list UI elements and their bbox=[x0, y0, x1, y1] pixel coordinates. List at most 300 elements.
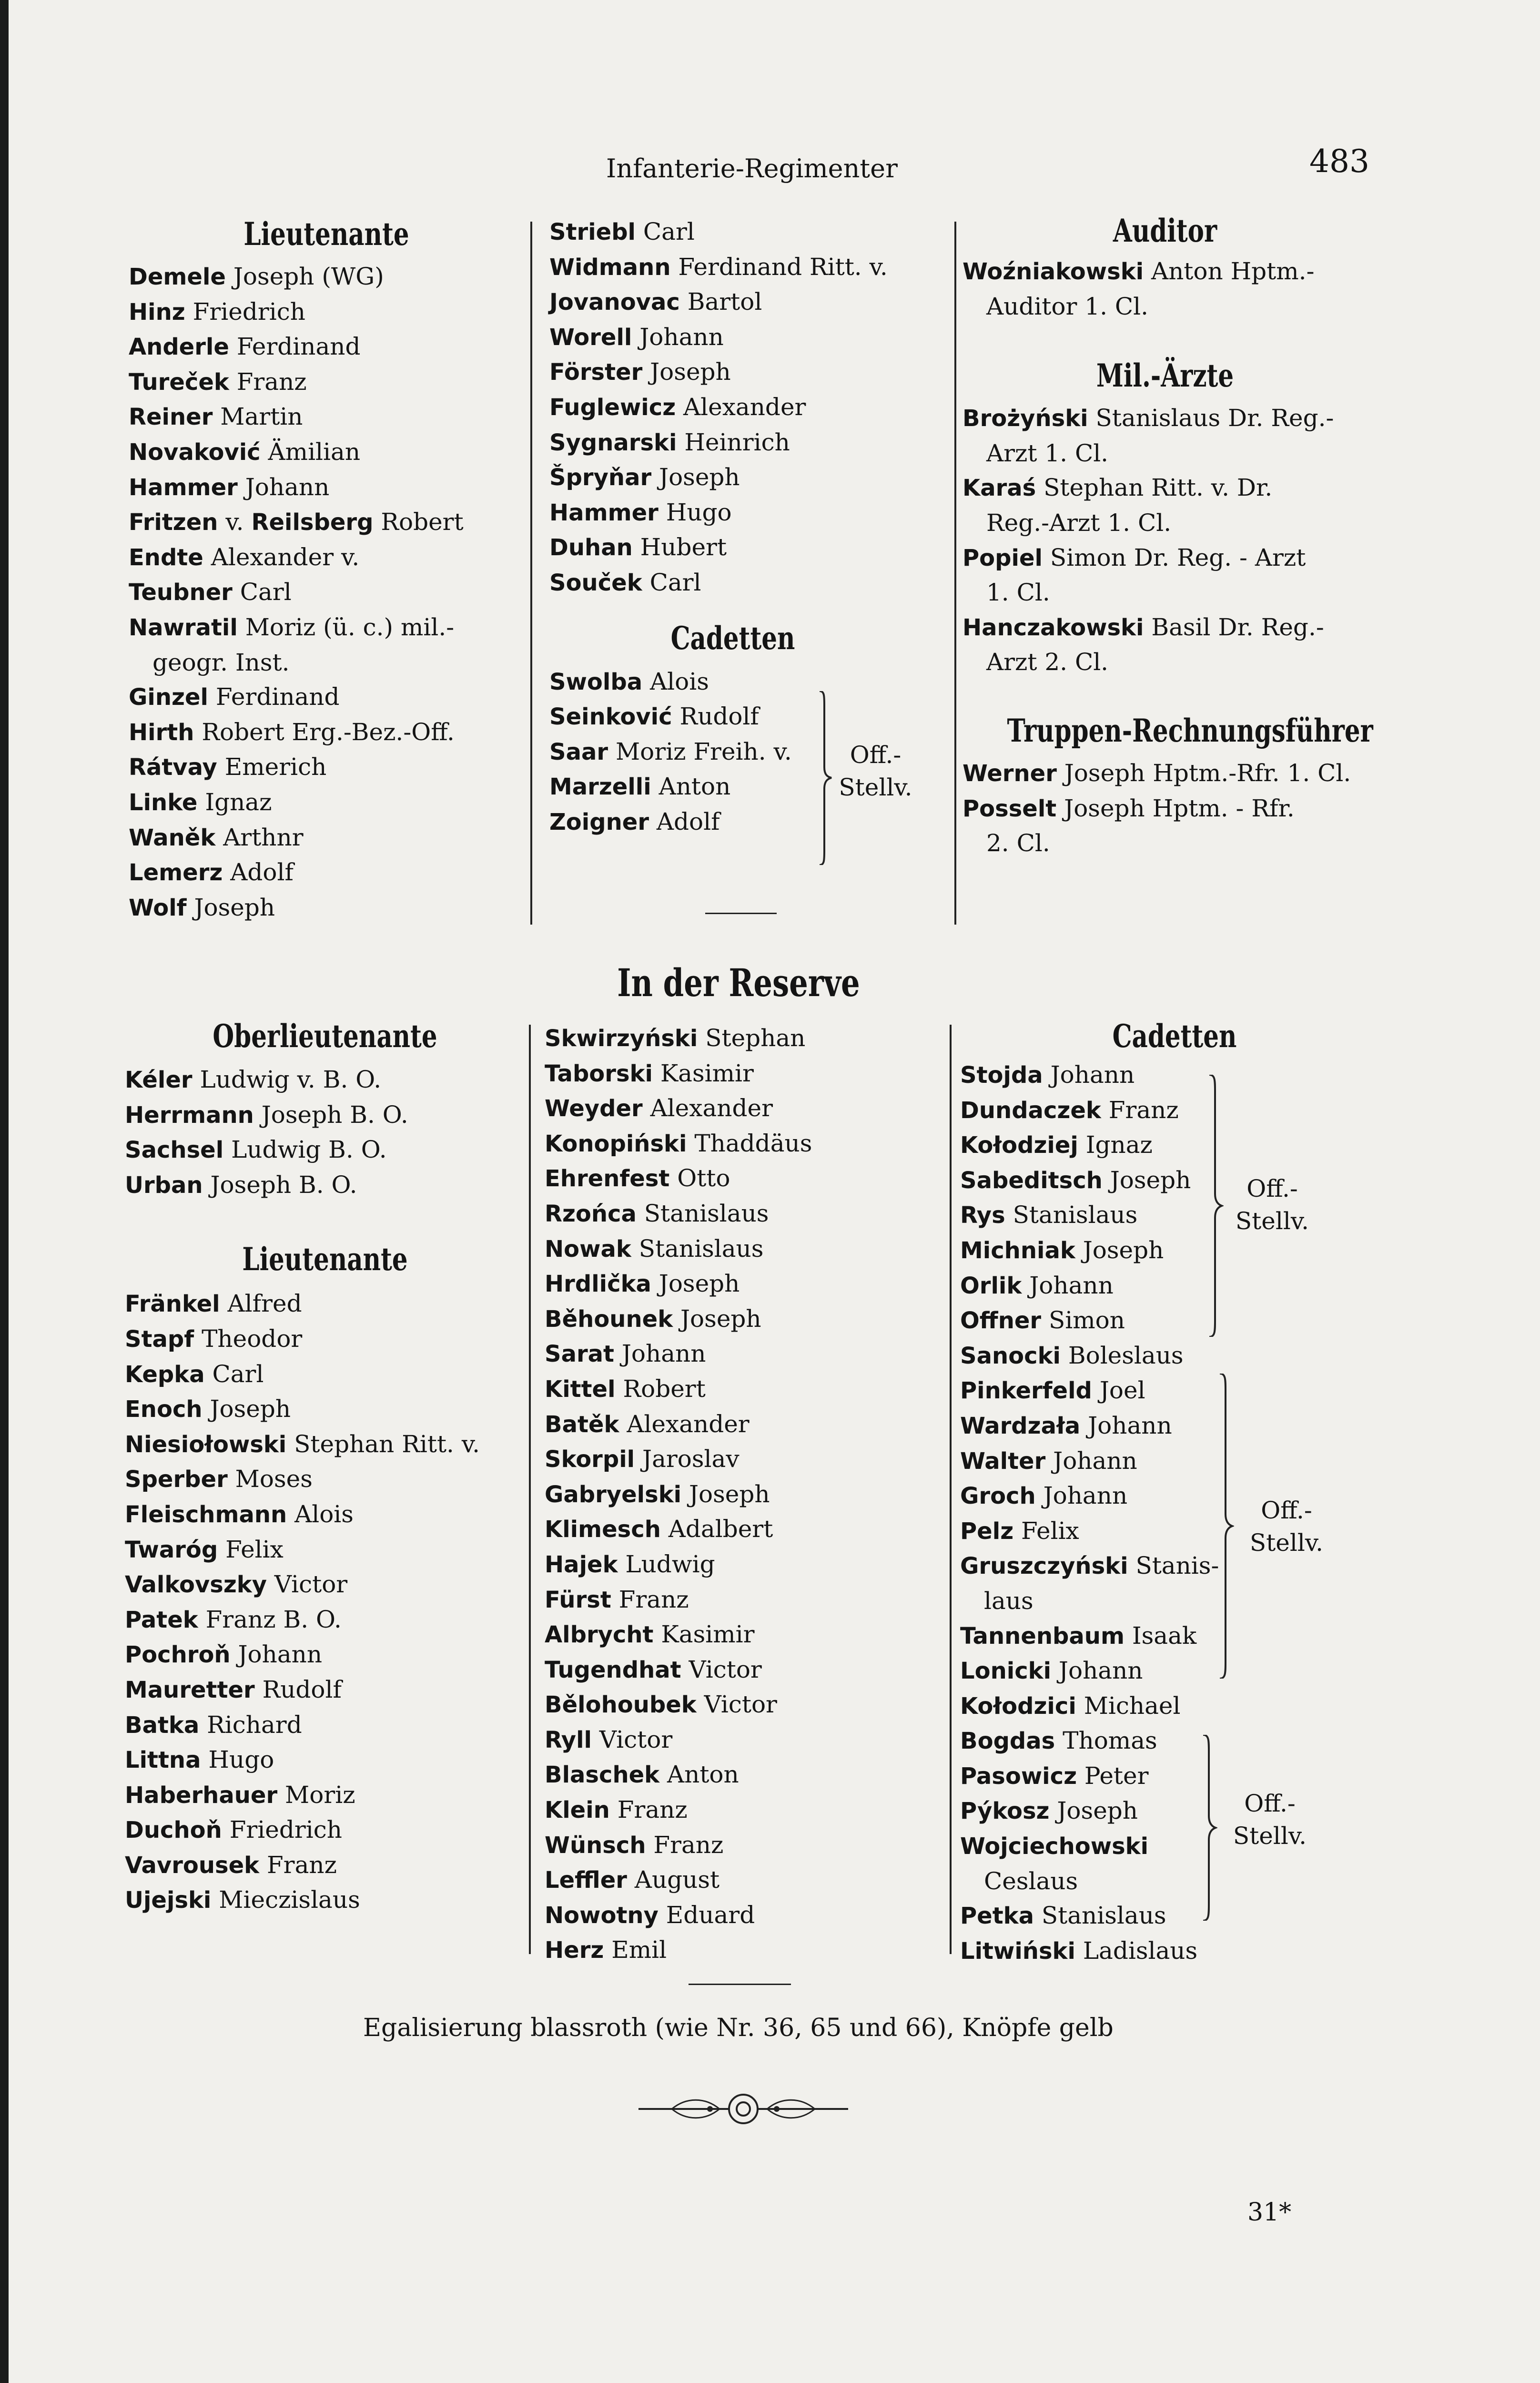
entry-surname: Nowak bbox=[545, 1235, 631, 1263]
entry-detail: August bbox=[634, 1866, 720, 1894]
entry-continuation: Arzt 2. Cl. bbox=[986, 648, 1109, 676]
list-item bbox=[125, 1322, 525, 1357]
entry-surname: Stapf bbox=[125, 1325, 194, 1353]
list-item bbox=[129, 365, 524, 400]
list-item bbox=[129, 820, 524, 855]
entry-surname: Duhan bbox=[549, 534, 633, 561]
section-title-auditor: Auditor bbox=[1113, 212, 1217, 249]
entry-surname: Duchoň bbox=[125, 1817, 222, 1844]
list-item bbox=[545, 1336, 940, 1372]
list-item bbox=[962, 401, 1368, 436]
column-rule bbox=[530, 222, 532, 925]
entry-detail: Joseph bbox=[210, 1395, 291, 1423]
list-item bbox=[549, 565, 916, 601]
entry-detail: Richard bbox=[207, 1711, 302, 1739]
entry-detail: Ferdinand Ritt. v. bbox=[678, 253, 888, 281]
list-item bbox=[125, 1357, 525, 1392]
entry-surname: Sachsel bbox=[125, 1137, 224, 1164]
list-item bbox=[962, 254, 1368, 289]
list-item bbox=[129, 715, 524, 750]
list-item bbox=[549, 699, 916, 734]
entry-detail: Rudolf bbox=[679, 703, 759, 731]
list-item bbox=[125, 1462, 525, 1497]
list-item bbox=[125, 1098, 525, 1133]
entry-detail: Carl bbox=[649, 568, 701, 596]
entry-detail: Victor bbox=[704, 1691, 777, 1719]
entry-surname: Twaróg bbox=[125, 1536, 218, 1563]
entry-surname: Popiel bbox=[962, 544, 1043, 571]
entry-surname: Ginzel bbox=[129, 684, 208, 711]
entry-surname: Hanczakowski bbox=[962, 614, 1144, 641]
footer-note: Egalisierung blassroth (wie Nr. 36, 65 und 66), Knöpfe gelb bbox=[363, 2014, 1114, 2042]
entry-surname: Marzelli bbox=[549, 774, 651, 801]
entry-detail: Johann bbox=[1058, 1657, 1143, 1685]
entry-surname: Souček bbox=[549, 569, 642, 596]
entry-surname: Haberhauer bbox=[125, 1782, 278, 1809]
entry-detail: Johann bbox=[1043, 1482, 1128, 1510]
list-item bbox=[125, 1168, 525, 1203]
entry-surname-2: Reilsberg bbox=[251, 509, 374, 536]
list-item bbox=[545, 1828, 940, 1863]
entry-detail: Franz bbox=[1108, 1096, 1179, 1124]
entry-surname: Skorpil bbox=[545, 1446, 635, 1473]
entry-surname: Jovanovac bbox=[549, 289, 680, 316]
entry-surname: Demele bbox=[129, 264, 226, 290]
entry-detail: Friedrich bbox=[229, 1816, 342, 1844]
list-item bbox=[545, 1687, 940, 1722]
entry-surname: Förster bbox=[549, 359, 643, 386]
entry-surname: Karaś bbox=[962, 475, 1036, 502]
list-item bbox=[125, 1813, 525, 1848]
list-item bbox=[960, 1268, 1389, 1304]
list-item bbox=[962, 791, 1368, 826]
list-item bbox=[960, 1233, 1389, 1268]
entry-surname: Pýkosz bbox=[960, 1798, 1050, 1825]
entry-surname: Wolf bbox=[129, 894, 187, 921]
lower-right-column bbox=[960, 1018, 1389, 1968]
entry-detail: Johann bbox=[238, 1640, 323, 1669]
list-item bbox=[545, 1652, 940, 1688]
list-item bbox=[545, 1757, 940, 1792]
list-item bbox=[960, 1829, 1389, 1864]
entry-detail: Basil Dr. Reg.- bbox=[1151, 613, 1324, 641]
list-item bbox=[129, 785, 524, 820]
entry-surname: Gabryelski bbox=[545, 1481, 682, 1508]
entry-surname: Hammer bbox=[549, 499, 659, 526]
list-item bbox=[125, 1062, 525, 1098]
entry-detail: Anton bbox=[659, 773, 731, 801]
entry-detail: Alexander bbox=[627, 1410, 750, 1438]
entry-detail: Hubert bbox=[640, 533, 727, 561]
entry-surname: Bělohoubek bbox=[545, 1691, 697, 1719]
section-title-cadetten-reserve: Cadetten bbox=[1112, 1018, 1237, 1055]
list-item bbox=[125, 1672, 525, 1708]
entry-detail: Kasimir bbox=[660, 1059, 754, 1087]
entry-surname: Patek bbox=[125, 1606, 198, 1633]
list-item bbox=[549, 664, 916, 700]
upper-right-column bbox=[962, 212, 1373, 861]
column-rule bbox=[529, 1025, 531, 1954]
entry-detail: Ludwig v. B. O. bbox=[200, 1066, 382, 1093]
entry-continuation: 1. Cl. bbox=[986, 579, 1050, 607]
entry-surname: Michniak bbox=[960, 1237, 1075, 1264]
brace-cadetten bbox=[810, 691, 834, 865]
list-item bbox=[549, 214, 916, 250]
entry-surname: Sygnarski bbox=[549, 429, 677, 456]
list-item bbox=[549, 425, 916, 460]
list-item bbox=[549, 460, 916, 495]
entry-surname: Sperber bbox=[125, 1466, 228, 1493]
entry-continuation: geogr. Inst. bbox=[152, 648, 290, 676]
list-item bbox=[545, 1898, 940, 1933]
entry-surname: Nowotny bbox=[545, 1902, 659, 1929]
entry-surname: Konopiński bbox=[545, 1130, 687, 1157]
entry-surname: Posselt bbox=[962, 795, 1057, 822]
entry-surname: Stojda bbox=[960, 1062, 1043, 1089]
brace-label-reserve-1: Off.- Stellv. bbox=[1235, 1175, 1309, 1235]
entry-surname: Sanocki bbox=[960, 1342, 1061, 1369]
list-item bbox=[549, 285, 916, 320]
list-item bbox=[125, 1132, 525, 1168]
entry-detail: Hugo bbox=[208, 1746, 274, 1774]
entry-detail: Moriz Freih. v. bbox=[615, 737, 792, 765]
list-item bbox=[125, 1883, 525, 1918]
entry-detail: Anton Hptm.- bbox=[1151, 257, 1315, 285]
section-title-lieutenante-reserve: Lieutenante bbox=[242, 1241, 408, 1278]
entry-surname: Mauretter bbox=[125, 1676, 255, 1703]
entry-surname: Endte bbox=[129, 544, 203, 571]
list-item bbox=[960, 1898, 1389, 1934]
list-item bbox=[545, 1056, 940, 1091]
entry-detail: Jaroslav bbox=[642, 1445, 740, 1473]
list-item bbox=[129, 259, 524, 295]
rechnungsfuehrer-list bbox=[962, 756, 1368, 861]
list-item bbox=[125, 1637, 525, 1672]
entry-detail: Carl bbox=[240, 578, 292, 606]
entry-surname: Kołodzici bbox=[960, 1692, 1076, 1720]
entry-detail: Anton bbox=[667, 1761, 739, 1789]
entry-surname: Herz bbox=[545, 1937, 604, 1964]
entry-surname: Urban bbox=[125, 1171, 203, 1199]
running-header: Infanterie-Regimenter bbox=[606, 153, 898, 183]
entry-surname: Kéler bbox=[125, 1067, 192, 1093]
entry-surname: Reiner bbox=[129, 404, 213, 431]
entry-surname: Groch bbox=[960, 1483, 1036, 1510]
entry-surname: Kołodziej bbox=[960, 1132, 1078, 1159]
brace-label-reserve-2: Off.- Stellv. bbox=[1249, 1497, 1324, 1557]
entry-surname: Sarat bbox=[545, 1341, 614, 1368]
list-item bbox=[545, 1091, 940, 1126]
entry-detail: Otto bbox=[677, 1164, 730, 1192]
aerzte-list bbox=[962, 401, 1368, 680]
entry-detail: Ludwig bbox=[625, 1550, 715, 1578]
entry-detail: Joseph (WG) bbox=[233, 263, 384, 290]
oberlieutenante-list bbox=[125, 1062, 525, 1202]
entry-surname: Špryňar bbox=[549, 464, 652, 491]
entry-continuation: Arzt 1. Cl. bbox=[986, 439, 1109, 467]
entry-surname: Taborski bbox=[545, 1060, 653, 1087]
lower-middle-column bbox=[545, 1021, 940, 1968]
list-item bbox=[545, 1302, 940, 1337]
list-item bbox=[960, 1303, 1389, 1338]
list-item bbox=[129, 505, 524, 540]
entry-detail: Joseph Hptm. - Rfr. bbox=[1064, 794, 1295, 822]
entry-surname: Petka bbox=[960, 1903, 1034, 1930]
list-item bbox=[549, 320, 916, 355]
entry-detail: Felix bbox=[225, 1535, 284, 1563]
entry-surname: Striebl bbox=[549, 219, 636, 245]
auditor-list bbox=[962, 254, 1368, 324]
entry-surname: Widmann bbox=[549, 254, 671, 281]
list-item bbox=[129, 540, 524, 575]
entry-detail: Stanislaus bbox=[1013, 1201, 1138, 1229]
list-item bbox=[962, 540, 1368, 576]
list-item bbox=[545, 1161, 940, 1196]
list-item bbox=[545, 1266, 940, 1302]
list-item bbox=[545, 1126, 940, 1161]
entry-detail: Eduard bbox=[666, 1901, 755, 1929]
entry-detail: Moses bbox=[235, 1465, 313, 1493]
list-item bbox=[549, 495, 916, 530]
entry-detail: Carl bbox=[212, 1360, 264, 1388]
entry-detail: Franz bbox=[236, 367, 307, 396]
entry-detail: Joseph B. O. bbox=[261, 1100, 408, 1129]
list-item bbox=[545, 1863, 940, 1898]
entry-detail: Stephan Ritt. v. Dr. bbox=[1044, 474, 1273, 502]
entry-detail: Emil bbox=[611, 1936, 667, 1964]
entry-detail: Johann bbox=[245, 473, 330, 501]
entry-detail: Moriz (ü. c.) mil.- bbox=[245, 613, 455, 641]
list-item bbox=[129, 610, 524, 645]
list-item bbox=[960, 1793, 1389, 1829]
entry-detail: Ignaz bbox=[1085, 1131, 1153, 1159]
entry-surname: Litwiński bbox=[960, 1937, 1075, 1965]
entry-detail: Joseph bbox=[680, 1304, 761, 1333]
entry-surname: Novaković bbox=[129, 438, 261, 466]
list-item bbox=[960, 1093, 1389, 1128]
list-item bbox=[960, 1759, 1389, 1794]
entry-detail: Adalbert bbox=[668, 1515, 773, 1543]
entry-continuation: 2. Cl. bbox=[986, 829, 1050, 857]
entry-surname: Niesiołowski bbox=[125, 1431, 287, 1458]
entry-surname: Ryll bbox=[545, 1726, 592, 1753]
entry-surname: Worell bbox=[549, 324, 632, 351]
section-title-lieutenante: Lieutenante bbox=[243, 215, 409, 253]
list-item bbox=[545, 1512, 940, 1547]
list-item bbox=[129, 399, 524, 435]
entry-surname: Woźniakowski bbox=[962, 258, 1144, 285]
entry-surname: Pelz bbox=[960, 1517, 1014, 1545]
list-item bbox=[129, 890, 524, 926]
entry-detail: Alexander bbox=[650, 1094, 773, 1122]
entry-detail: Adolf bbox=[656, 807, 720, 835]
section-title-mil-aerzte: Mil.-Ärzte bbox=[1096, 357, 1234, 395]
entry-continuation: laus bbox=[984, 1587, 1033, 1615]
entry-surname: Pinkerfeld bbox=[960, 1377, 1092, 1405]
entry-detail: Johann bbox=[1050, 1061, 1135, 1089]
entry-surname: Rátvay bbox=[129, 754, 217, 781]
entry-detail: Heinrich bbox=[684, 428, 790, 456]
entry-surname: Hinz bbox=[129, 298, 185, 326]
entry-detail: Joseph Hptm.-Rfr. 1. Cl. bbox=[1064, 759, 1351, 787]
entry-surname: Werner bbox=[962, 760, 1057, 787]
entry-surname: Littna bbox=[125, 1747, 201, 1774]
list-item bbox=[125, 1742, 525, 1778]
entry-continuation: Auditor 1. Cl. bbox=[986, 292, 1149, 320]
entry-surname: Swolba bbox=[549, 668, 643, 695]
list-item bbox=[960, 1058, 1389, 1093]
list-item bbox=[960, 1653, 1389, 1689]
entry-surname: Dundaczek bbox=[960, 1097, 1101, 1124]
entry-detail: Victor bbox=[599, 1725, 673, 1753]
entry-surname: Pasowicz bbox=[960, 1762, 1077, 1790]
entry-surname: Saar bbox=[549, 738, 608, 765]
entry-detail: Joseph bbox=[1083, 1236, 1164, 1264]
entry-detail: Arthnr bbox=[223, 823, 304, 851]
entry-detail: Robert Erg.-Bez.-Off. bbox=[202, 718, 455, 746]
entry-surname: Tannenbaum bbox=[960, 1622, 1125, 1650]
entry-continuation: Ceslaus bbox=[984, 1867, 1078, 1895]
entry-detail: Moriz bbox=[285, 1781, 355, 1809]
entry-surname: Nawratil bbox=[129, 614, 238, 641]
list-item bbox=[960, 1338, 1389, 1374]
entry-surname: Weyder bbox=[545, 1095, 643, 1122]
entry-surname: Orlik bbox=[960, 1272, 1022, 1299]
list-item bbox=[125, 1427, 525, 1462]
entry-detail: Isaak bbox=[1132, 1621, 1197, 1650]
entry-detail: Carl bbox=[643, 218, 695, 245]
entry-surname: Sabeditsch bbox=[960, 1167, 1103, 1194]
entry-surname: Anderle bbox=[129, 334, 229, 361]
entry-surname: Tureček bbox=[129, 368, 229, 396]
entry-surname: Hajek bbox=[545, 1551, 618, 1578]
entry-detail: v. bbox=[225, 508, 244, 536]
page-number: 483 bbox=[1309, 143, 1369, 180]
short-divider bbox=[689, 1984, 791, 1985]
entry-surname: Gruszczyński bbox=[960, 1553, 1128, 1580]
entry-detail: Franz B. O. bbox=[205, 1605, 342, 1633]
list-item bbox=[549, 355, 916, 390]
entry-surname: Klimesch bbox=[545, 1516, 661, 1543]
entry-surname: Ujejski bbox=[125, 1887, 212, 1914]
column-rule bbox=[954, 222, 956, 925]
entry-surname: Batka bbox=[125, 1711, 200, 1739]
entry-surname: Kittel bbox=[545, 1375, 616, 1403]
list-item bbox=[960, 1619, 1389, 1654]
entry-detail: Johann bbox=[1029, 1271, 1114, 1299]
entry-detail: Hugo bbox=[666, 498, 732, 526]
brace-label-reserve-3: Off.- Stellv. bbox=[1233, 1790, 1307, 1850]
list-item bbox=[125, 1497, 525, 1532]
entry-detail: Joseph bbox=[1057, 1797, 1138, 1825]
list-item bbox=[129, 855, 524, 890]
entry-detail: Bartol bbox=[687, 288, 762, 316]
entry-detail: Alexander v. bbox=[211, 543, 360, 571]
entry-detail: Franz bbox=[618, 1585, 689, 1613]
entry-surname: Leffler bbox=[545, 1867, 627, 1894]
entry-detail: Stephan bbox=[705, 1024, 806, 1052]
entry-surname: Ehrenfest bbox=[545, 1165, 670, 1192]
entry-detail: Stanislaus Dr. Reg.- bbox=[1095, 404, 1334, 432]
list-item bbox=[129, 750, 524, 785]
entry-surname: Wünsch bbox=[545, 1832, 646, 1859]
list-item bbox=[545, 1442, 940, 1477]
entry-detail: Stephan Ritt. v. bbox=[294, 1430, 480, 1458]
list-item bbox=[545, 1792, 940, 1828]
entry-detail: Joseph bbox=[1110, 1166, 1191, 1194]
short-divider bbox=[705, 913, 777, 914]
entry-detail: Ignaz bbox=[205, 788, 272, 816]
list-item bbox=[545, 1407, 940, 1442]
entry-surname: Wardzała bbox=[960, 1412, 1081, 1439]
list-item bbox=[960, 1408, 1389, 1444]
signature-mark: 31* bbox=[1247, 2198, 1292, 2227]
list-item bbox=[960, 1444, 1389, 1479]
list-item bbox=[960, 1198, 1389, 1233]
entry-detail: Stanislaus bbox=[638, 1234, 764, 1263]
entry-detail: Rudolf bbox=[262, 1675, 342, 1703]
entry-surname: Klein bbox=[545, 1797, 610, 1824]
entry-surname: Vavrousek bbox=[125, 1852, 260, 1879]
entry-detail: Ferdinand bbox=[236, 333, 361, 361]
entry-detail: Alexander bbox=[683, 393, 806, 421]
entry-surname: Fuglewicz bbox=[549, 394, 676, 421]
entry-surname: Linke bbox=[129, 789, 198, 816]
entry-surname: Albrycht bbox=[545, 1621, 654, 1649]
upper-left-column bbox=[129, 215, 524, 925]
list-item bbox=[545, 1232, 940, 1267]
list-item bbox=[960, 1723, 1389, 1759]
section-title-oberlieutenante: Oberlieutenante bbox=[213, 1018, 437, 1055]
entry-surname: Hammer bbox=[129, 474, 238, 501]
entry-surname: Hrdlička bbox=[545, 1271, 651, 1298]
officers-list bbox=[549, 214, 916, 601]
entry-detail: Joel bbox=[1099, 1376, 1145, 1405]
entry-surname: Batěk bbox=[545, 1411, 619, 1438]
entry-detail: Franz bbox=[653, 1831, 724, 1859]
list-item bbox=[549, 250, 916, 285]
list-item bbox=[125, 1392, 525, 1427]
list-item bbox=[960, 1934, 1389, 1969]
entry-detail: Ämilian bbox=[268, 438, 361, 466]
list-item bbox=[125, 1848, 525, 1883]
entry-detail: Felix bbox=[1021, 1517, 1079, 1545]
list-item bbox=[129, 295, 524, 330]
entry-surname: Fleischmann bbox=[125, 1501, 287, 1528]
entry-detail: Joseph bbox=[689, 1480, 770, 1508]
reserve-officers-list bbox=[545, 1021, 940, 1968]
ornament-divider bbox=[638, 2092, 848, 2126]
list-item bbox=[545, 1617, 940, 1652]
list-item bbox=[545, 1582, 940, 1618]
entry-detail: Ludwig B. O. bbox=[231, 1136, 387, 1164]
entry-detail: Adolf bbox=[230, 858, 294, 886]
list-item bbox=[129, 435, 524, 470]
entry-detail: Victor bbox=[689, 1655, 762, 1683]
reserve-title: In der Reserve bbox=[617, 960, 860, 1005]
list-item bbox=[545, 1021, 940, 1056]
entry-detail: Joseph bbox=[659, 463, 740, 491]
entry-detail: Joseph B. O. bbox=[210, 1171, 357, 1199]
list-item bbox=[129, 470, 524, 505]
list-item bbox=[960, 1373, 1389, 1408]
list-item bbox=[125, 1602, 525, 1638]
list-item bbox=[125, 1778, 525, 1813]
entry-detail: Franz bbox=[266, 1851, 337, 1879]
entry-detail: Stanis- bbox=[1135, 1552, 1219, 1580]
lieutenante-list bbox=[129, 259, 524, 925]
list-item bbox=[545, 1372, 940, 1407]
